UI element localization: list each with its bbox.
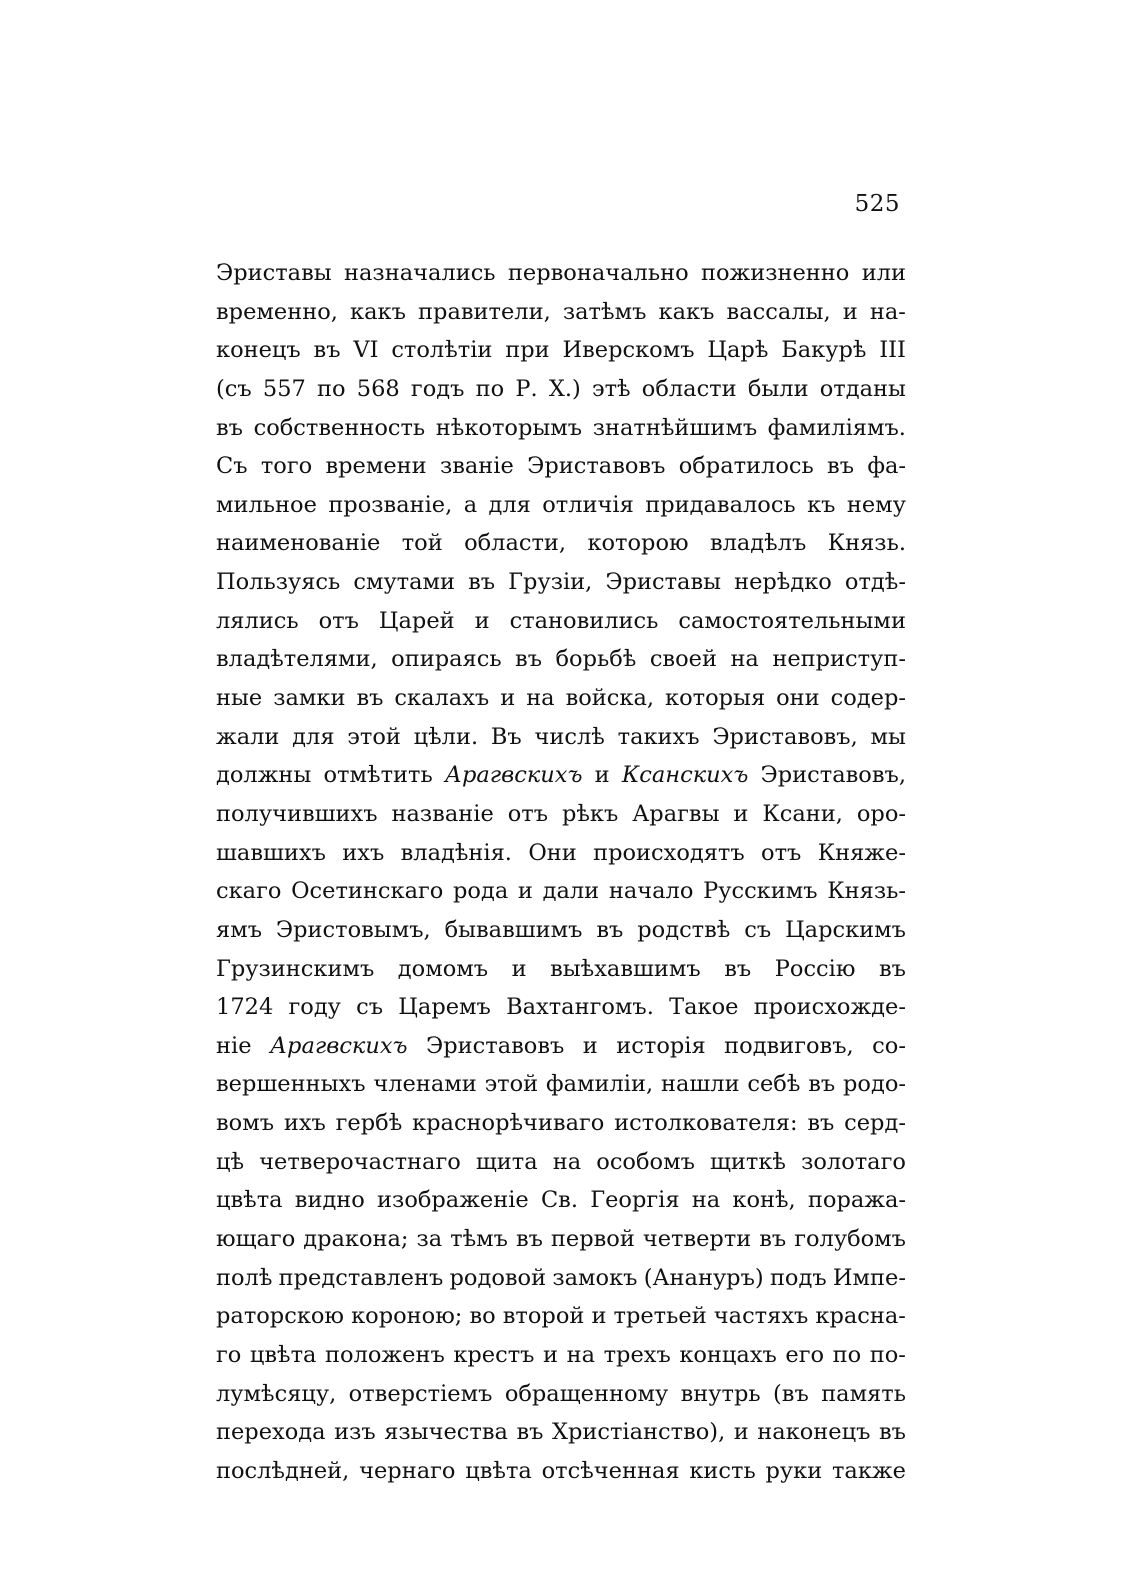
word: трехъ <box>603 1341 671 1368</box>
word: на <box>730 646 759 673</box>
word: были <box>747 375 809 402</box>
word: домомъ <box>397 955 489 982</box>
word: на <box>552 1148 582 1175</box>
word: въ <box>807 1110 835 1137</box>
word: году <box>288 994 341 1021</box>
word: въ <box>515 646 543 673</box>
word: золотаго <box>801 1148 906 1175</box>
word: столѣтіи <box>391 337 493 364</box>
word: скаго <box>216 878 282 905</box>
word: владѣтелями, <box>216 646 378 673</box>
word: отмѣтить <box>323 762 433 789</box>
word: отсѣченная <box>541 1457 680 1484</box>
word: того <box>260 453 313 480</box>
word: Эриставы <box>605 569 722 596</box>
word: короною; <box>351 1303 463 1330</box>
word: опираясь <box>391 646 502 673</box>
word: вершенныхъ <box>216 1071 366 1098</box>
word: въ <box>468 569 496 596</box>
word: крестъ <box>453 1341 535 1368</box>
word: становились <box>509 607 659 634</box>
word: этой <box>347 723 401 750</box>
word: нему <box>846 491 906 518</box>
word: и <box>517 878 533 905</box>
word: начало <box>608 878 694 905</box>
text-line <box>216 1220 906 1259</box>
word: бывавшимъ <box>444 916 583 943</box>
word: второй <box>502 1303 585 1330</box>
word: обращенному <box>504 1380 669 1407</box>
word: родовой <box>449 1264 547 1291</box>
word: по- <box>869 1341 906 1368</box>
word: Эриставы <box>216 260 332 286</box>
word: членами <box>373 1071 477 1098</box>
word: нѣкоторымъ <box>435 414 583 441</box>
text-line <box>216 524 906 563</box>
word: смутами <box>353 569 456 596</box>
word: цвѣта <box>465 1457 532 1484</box>
word: Пользуясь <box>216 569 341 596</box>
word: Царемъ <box>398 994 491 1021</box>
word: борьбѣ <box>555 646 637 673</box>
word: такихъ <box>617 723 700 750</box>
word: въ <box>516 1419 544 1446</box>
text-line <box>216 1336 906 1375</box>
word: замки <box>273 685 346 712</box>
word: происходятъ <box>593 839 745 866</box>
word: въ <box>827 453 855 480</box>
word: Импе- <box>832 1264 906 1291</box>
word: во <box>469 1303 496 1330</box>
word: и <box>543 1341 559 1368</box>
word: его <box>785 1341 825 1368</box>
word: въ <box>878 1419 906 1446</box>
text-line <box>216 834 906 873</box>
word: Арагвскихъ <box>444 762 583 789</box>
word: подъ <box>769 1264 827 1291</box>
text-line <box>216 409 906 448</box>
word: первой <box>550 1226 635 1253</box>
text-line <box>216 756 906 795</box>
word: раторскою <box>216 1303 345 1330</box>
word: чернаго <box>359 1457 456 1484</box>
word: положенъ <box>325 1341 445 1368</box>
word: серд- <box>844 1110 906 1137</box>
word: нашли <box>660 1071 740 1098</box>
text-line <box>216 911 906 950</box>
word: этой <box>484 1071 539 1098</box>
word: шавшихъ <box>216 839 326 866</box>
text-line <box>216 331 906 370</box>
word: по <box>475 375 505 402</box>
word: Царѣ <box>707 337 769 364</box>
word: Св. <box>540 1187 578 1214</box>
word: го <box>216 1341 242 1368</box>
word: для <box>488 491 531 518</box>
word: 1724 <box>216 994 274 1021</box>
word: поража- <box>807 1187 906 1214</box>
word: мильное <box>216 491 317 518</box>
word: отдѣ- <box>844 569 906 596</box>
word: на <box>526 685 555 712</box>
word: мы <box>870 723 906 750</box>
word: наименованіе <box>216 530 381 557</box>
word: съ <box>744 916 772 943</box>
word: родо- <box>843 1071 906 1098</box>
word: оро- <box>856 800 906 827</box>
word: ные <box>216 685 263 712</box>
word: красна- <box>815 1303 906 1330</box>
word: отъ <box>318 607 359 634</box>
word: области, <box>464 530 567 557</box>
word: Иверскомъ <box>562 337 695 364</box>
text-line <box>216 1413 906 1452</box>
word: названіе <box>391 800 494 827</box>
word: замокъ <box>552 1264 638 1291</box>
text-line <box>216 1452 906 1491</box>
word: выѣхавшимъ <box>550 955 701 982</box>
word: времени <box>325 453 427 480</box>
word: видно <box>294 1187 365 1214</box>
word: ніе <box>216 1032 252 1059</box>
word: и <box>500 685 516 712</box>
word: ямъ <box>216 916 263 943</box>
text-line <box>216 950 906 989</box>
text-line <box>216 1065 906 1104</box>
word: этѣ <box>591 375 631 402</box>
word: Бакурѣ <box>781 337 867 364</box>
word: четверти <box>642 1226 752 1253</box>
word: отъ <box>761 839 802 866</box>
text-line <box>216 486 906 525</box>
word: Они <box>528 839 577 866</box>
word: цвѣта <box>249 1341 317 1368</box>
word: на <box>566 1341 596 1368</box>
word: Вахтангомъ. <box>506 994 654 1021</box>
text-line <box>216 1297 906 1336</box>
word: перехода <box>216 1419 326 1446</box>
word: какъ <box>658 298 715 325</box>
word: войска, <box>565 685 655 712</box>
word: представленъ <box>278 1264 444 1291</box>
word: истолкователя: <box>614 1110 798 1137</box>
word: отверстіемъ <box>348 1380 493 1407</box>
word: Царскимъ <box>785 916 906 943</box>
word: для <box>292 723 335 750</box>
word: Князь. <box>827 530 906 557</box>
body-text <box>216 254 906 1491</box>
text-line <box>216 640 906 679</box>
word: Эриставовъ <box>426 1032 565 1059</box>
word: Эриставовъ, <box>760 762 906 789</box>
word: Эриставовъ, <box>712 723 858 750</box>
word: Грузинскимъ <box>216 955 375 982</box>
word: владѣнія. <box>400 839 512 866</box>
word: отъ <box>507 800 549 827</box>
word: изъ <box>334 1419 376 1446</box>
word: подвиговъ, <box>724 1032 854 1059</box>
word: въ <box>313 337 341 364</box>
word: концахъ <box>679 1341 777 1368</box>
word: съ <box>356 994 384 1021</box>
word: родствѣ <box>637 916 731 943</box>
word: щиткѣ <box>709 1148 786 1175</box>
word: въ <box>596 916 624 943</box>
text-line <box>216 679 906 718</box>
word: жали <box>216 723 280 750</box>
word: а <box>463 491 478 518</box>
word: въ <box>759 1226 787 1253</box>
word: отданы <box>819 375 906 402</box>
text-line <box>216 370 906 409</box>
word: себѣ <box>747 1071 801 1098</box>
word: Царей <box>378 607 455 634</box>
word: Россію <box>774 955 856 982</box>
word: за <box>416 1226 443 1253</box>
word: фа- <box>867 453 906 480</box>
text-line <box>216 447 906 486</box>
word: лумѣсяцу, <box>216 1380 337 1407</box>
word: вассалы, <box>726 298 831 325</box>
word: послѣдней, <box>216 1457 350 1484</box>
page-number: 525 <box>854 191 900 217</box>
word: въ <box>724 955 752 982</box>
word: кисть <box>689 1457 756 1484</box>
word: которою <box>587 530 689 557</box>
word: и <box>474 607 490 634</box>
word: на- <box>869 298 906 325</box>
text-line <box>216 254 906 293</box>
word: назначались <box>344 260 496 286</box>
word: VI <box>353 337 379 364</box>
word: четверочастнаго <box>259 1148 461 1175</box>
text-line <box>216 563 906 602</box>
word: самостоятельными <box>678 607 906 634</box>
word: гербѣ <box>335 1110 403 1137</box>
word: рѣкъ <box>561 800 619 827</box>
word: прозваніе, <box>328 491 453 518</box>
text-line <box>216 1027 906 1066</box>
word: изображеніе <box>377 1187 529 1214</box>
word: Ксани, <box>762 800 843 827</box>
word: отличія <box>542 491 634 518</box>
word: области <box>641 375 737 402</box>
word: той <box>401 530 443 557</box>
word: третьей <box>613 1303 707 1330</box>
word: по <box>832 1341 862 1368</box>
word: и <box>591 1303 607 1330</box>
word: голубомъ <box>794 1226 906 1253</box>
word: рода <box>453 878 509 905</box>
word: щита <box>475 1148 538 1175</box>
word: владѣлъ <box>709 530 807 557</box>
word: придавалось <box>645 491 796 518</box>
word: Георгія <box>590 1187 680 1214</box>
word: Осетинскаго <box>291 878 444 905</box>
word: знатнѣйшимъ <box>592 414 758 441</box>
word: Р. <box>515 375 538 402</box>
word: Съ <box>216 453 248 480</box>
word: въ <box>878 955 906 982</box>
word: лялись <box>216 607 299 634</box>
word: происхожде- <box>753 994 906 1021</box>
word: ихъ <box>283 1110 326 1137</box>
word: получившихъ <box>216 800 378 827</box>
word: Арагвы <box>632 800 720 827</box>
word: они <box>776 685 820 712</box>
word: содер- <box>830 685 906 712</box>
word: особомъ <box>596 1148 695 1175</box>
word: временно, <box>216 298 338 325</box>
word: тѣмъ <box>450 1226 508 1253</box>
word: Княже- <box>817 839 906 866</box>
word: при <box>505 337 550 364</box>
word: фамиліямъ. <box>767 414 906 441</box>
text-line <box>216 872 906 911</box>
word: дракона; <box>303 1226 409 1253</box>
word: Ксанскихъ <box>621 762 749 789</box>
word: должны <box>216 762 312 789</box>
word: пожизненно <box>700 260 850 286</box>
word: (въ <box>773 1380 809 1407</box>
word: 568 <box>356 375 400 402</box>
word: въ <box>216 414 243 441</box>
word: конѣ, <box>732 1187 796 1214</box>
word: и <box>594 762 610 789</box>
word: язычества <box>384 1419 508 1446</box>
word: Князь- <box>827 878 906 905</box>
word: краснорѣчиваго <box>412 1110 605 1137</box>
word: обратилось <box>678 453 814 480</box>
word: (Анануръ) <box>643 1264 764 1291</box>
word: и <box>511 955 527 982</box>
word: скалахъ <box>394 685 490 712</box>
word: и <box>733 800 749 827</box>
word: къ <box>807 491 836 518</box>
word: Такое <box>669 994 739 1021</box>
word: ющаго <box>216 1226 296 1253</box>
text-line <box>216 602 906 641</box>
word: числѣ <box>534 723 605 750</box>
word: нерѣдко <box>734 569 832 596</box>
word: полѣ <box>216 1264 273 1291</box>
word: вомъ <box>216 1110 275 1137</box>
word: внутрь <box>680 1380 761 1407</box>
word: какъ <box>350 298 406 325</box>
word: цѣ <box>216 1148 245 1175</box>
text-line <box>216 1143 906 1182</box>
word: Русскимъ <box>703 878 818 905</box>
word: Х.) <box>548 375 581 402</box>
word: годъ <box>410 375 465 402</box>
word: память <box>821 1380 906 1407</box>
text-line <box>216 1181 906 1220</box>
word: руки <box>765 1457 823 1484</box>
word: наконецъ <box>757 1419 871 1446</box>
word: ихъ <box>342 839 385 866</box>
word: или <box>861 260 906 286</box>
word: собственность <box>253 414 426 441</box>
word: со- <box>872 1032 906 1059</box>
word: званіе <box>439 453 514 480</box>
text-line <box>216 988 906 1027</box>
word: дали <box>542 878 600 905</box>
word: въ <box>356 685 384 712</box>
word: первоначально <box>507 260 689 286</box>
text-line <box>216 1104 906 1143</box>
word: исторія <box>616 1032 706 1059</box>
word: цвѣта <box>216 1187 283 1214</box>
word: и <box>733 1419 749 1446</box>
word: въ <box>515 1226 543 1253</box>
text-line <box>216 795 906 834</box>
word: затѣмъ <box>562 298 647 325</box>
text-line <box>216 293 906 332</box>
word: (съ <box>216 375 252 402</box>
word: Въ <box>490 723 522 750</box>
word: Христіанство), <box>551 1419 726 1446</box>
word: Эристовымъ, <box>275 916 431 943</box>
word: которыя <box>665 685 766 712</box>
text-line <box>216 1375 906 1414</box>
word: правители, <box>418 298 551 325</box>
text-line <box>216 718 906 757</box>
word: 557 <box>262 375 306 402</box>
word: Арагвскихъ <box>270 1032 408 1059</box>
word: и <box>842 298 858 325</box>
word: на <box>691 1187 721 1214</box>
word: фамиліи, <box>545 1071 654 1098</box>
word: конецъ <box>216 337 301 364</box>
word: также <box>831 1457 906 1484</box>
text-line <box>216 1259 906 1298</box>
word: Эриставовъ <box>527 453 666 480</box>
word: и <box>582 1032 598 1059</box>
word: цѣли. <box>413 723 479 750</box>
word: III <box>879 337 906 364</box>
word: неприступ- <box>772 646 906 673</box>
word: въ <box>808 1071 836 1098</box>
word: частяхъ <box>713 1303 809 1330</box>
word: Грузіи, <box>508 569 593 596</box>
word: по <box>317 375 346 402</box>
word: своей <box>649 646 717 673</box>
